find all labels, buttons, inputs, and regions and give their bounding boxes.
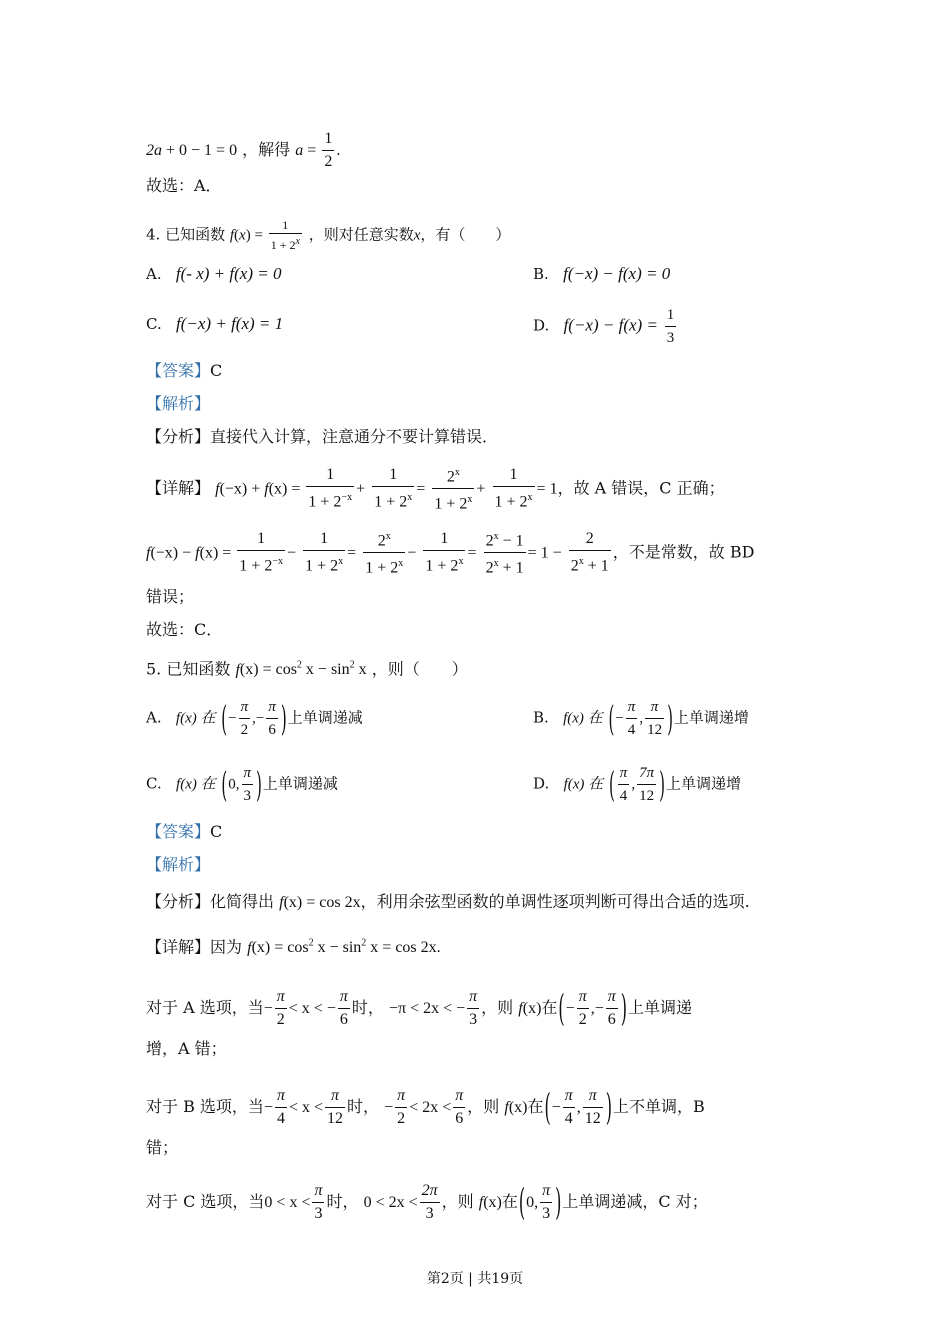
q5-analysis-a: 对于 A 选项，当− $\frac{\pi}{2}$ < x < − $\frac{\pi}{6}$ 时， −π < 2x < − $\frac{\pi}{3}$ ，则 f(x)在(− $\frac{\pi}{2}$ ,− $\frac{\pi}{6}$ )上单调递 [146, 985, 693, 1030]
q4-option-c: C. f(−x) + f(x) = 1 [146, 314, 284, 333]
analysis-tag-q4: 【解析】 [146, 394, 211, 413]
q5-analysis-a-end: 增，A 错； [146, 1039, 227, 1058]
answer-q5: 【答案】C [146, 822, 223, 841]
solution-line-1: 2a + 0 − 1 = 0 ，解得 a = $\frac{1}{2}$ . [146, 130, 341, 170]
q4-option-b: B. f(−x) − f(x) = 0 [533, 264, 671, 283]
q5-option-c: C. f(x) 在 (0, $\frac{\pi}{3}$ )上单调递减 [146, 763, 338, 806]
question-4-stem: 4. 已知函数 f(x) = $\frac{1}{1 + 2^x}$ ，则对任意实数x，有（ ） [146, 218, 511, 252]
q4-fenxi: 【分析】直接代入计算，注意通分不要计算错误． [146, 427, 499, 446]
choose-c: 故选：C． [146, 620, 223, 639]
q5-option-b: B. f(x) 在 (− $\frac{\pi}{4}$ , $\frac{\pi}{12}$ )上单调递增 [533, 697, 749, 740]
q5-detail: 【详解】因为 $f(x) = \cos^2 x - \sin^2 x = \cos 2x$. [146, 937, 441, 957]
q5-fenxi: 【分析】化简得出 f(x) = cos 2x，利用余弦型函数的单调性逐项判断可得出合适的选项. [146, 892, 750, 911]
q5-analysis-b-end: 错； [146, 1138, 179, 1157]
q4-option-a: A. f(- x) + f(x) = 0 [146, 264, 282, 283]
page-footer: 第2页 | 共19页 [426, 1271, 524, 1287]
q4-option-d: D. f(−x) − f(x) = $\frac{1}{3}$ [533, 304, 678, 349]
q4-detail-line-1: 【详解】 f(−x) + f(x) = $\frac{1}{1 + 2^{-x}}$ + $\frac{1}{1 + 2^x}$ = $\frac{2^x}{1 + 2^x}$ + $\frac{1}{1 + 2^x}$ = 1，故 A 错误，C 正确； [146, 462, 725, 516]
question-5-stem: 5. 已知函数 $f(x) = \cos^2 x - \sin^2 x$ ，则（ ） [146, 659, 468, 679]
q5-option-a: A. f(x) 在 (− $\frac{\pi}{2}$ ,− $\frac{\pi}{6}$ )上单调递减 [146, 697, 363, 740]
analysis-tag-q5: 【解析】 [146, 855, 211, 874]
q5-analysis-b: 对于 B 选项，当− $\frac{\pi}{4}$ < x < $\frac{\pi}{12}$ 时， − $\frac{\pi}{2}$ < 2x < $\frac{\pi}{6}$ ，则 f(x)在(− $\frac{\pi}{4}$ , $\frac{\pi}{12}$ )上不单调，B [146, 1084, 705, 1129]
q5-analysis-c: 对于 C 选项，当0 < x < $\frac{\pi}{3}$ 时， 0 < 2x < $\frac{2\pi}{3}$ ，则 f(x)在(0, $\frac{\pi}{3}$ )上单调递减，C 对； [146, 1179, 708, 1224]
q4-error: 错误； [146, 587, 195, 606]
choose-a: 故选：A． [146, 176, 222, 195]
answer-q4: 【答案】C [146, 361, 223, 380]
q4-detail-line-2: f(−x) − f(x) = $\frac{1}{1 + 2^{-x}}$ − $\frac{1}{1 + 2^x}$ = $\frac{2^x}{1 + 2^x}$ − $\frac{1}{1 + 2^x}$ = $\frac{2^x - 1}{2^x + 1}$ = 1 − $\frac{2}{2^x + 1}$ ，不是常数，故 BD [146, 526, 754, 580]
q5-option-d: D. f(x) 在 ( $\frac{\pi}{4}$ , $\frac{7\pi}{12}$ )上单调递增 [533, 763, 741, 806]
